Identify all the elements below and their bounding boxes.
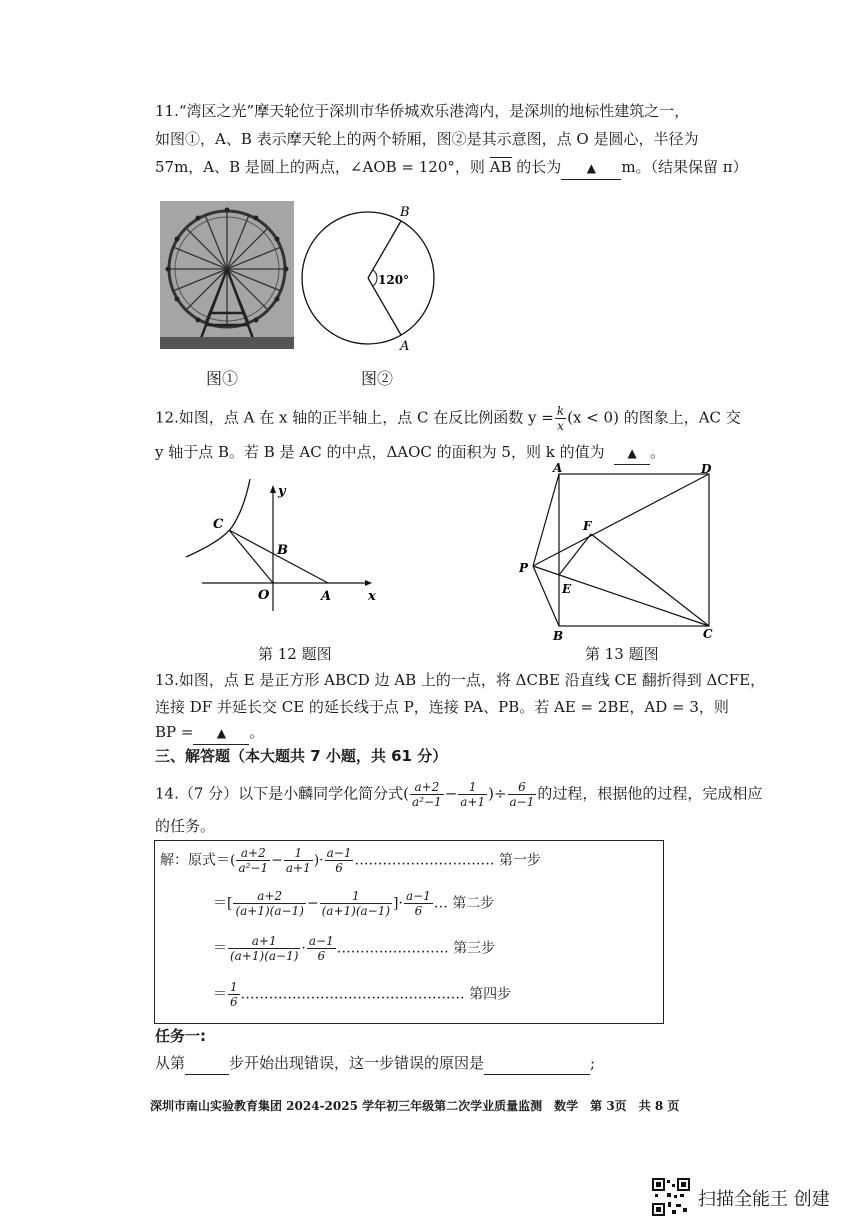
- q12-line1: 12.如图，点 A 在 x 轴的正半轴上，点 C 在反比例函数 y = $\frac{k}{x}$ (x < 0) 的图象上，AC 交: [155, 404, 741, 433]
- q14-intro: 14.（7 分）以下是小麟同学化简分式( $\frac{a+2}{\text{a²−1}}$ − $\frac{1}{a+1}$ )÷ $\frac{6}{a-1}$ 的过程，根据他的过程，完成相应: [155, 780, 763, 809]
- answer-blank-11[interactable]: ▲: [561, 156, 621, 180]
- fig2-caption: 图②: [361, 369, 394, 388]
- q14-intro-end: 的任务。: [155, 817, 216, 835]
- svg-text:D: D: [701, 462, 712, 476]
- scanner-watermark: 扫描全能王 创建: [698, 1189, 830, 1210]
- svg-text:B: B: [553, 629, 564, 642]
- arc-ab: AB: [489, 158, 512, 176]
- task-1-step-blank[interactable]: [185, 1052, 229, 1075]
- qr-code-icon: [652, 1178, 690, 1216]
- figure-12: [182, 475, 382, 615]
- solution-step-4: ＝ $\frac{1}{6}$ ………………………………………… 第四步: [213, 980, 512, 1009]
- fig13-caption: 第 13 题图: [585, 645, 659, 663]
- svg-text:x: x: [368, 589, 376, 604]
- svg-text:C: C: [213, 517, 224, 532]
- solution-step-3: ＝ $\frac{a+1}{(a+1)(a-1)}$ · $\frac{a-1}{6}$ …………………… 第三步: [213, 934, 496, 963]
- page-footer: 深圳市南山实验教育集团 2024-2025 学年初三年级第二次学业质量监测 数学 第 3页 共 8 页: [150, 1099, 680, 1113]
- label-A: A: [400, 339, 410, 354]
- svg-text:E: E: [562, 582, 572, 596]
- solution-step-1: 解：原式＝( $\frac{a+2}{\text{a²−1}}$ − $\frac{1}{a+1}$ )· $\frac{a-1}{6}$ ………………………… 第一步: [160, 846, 541, 875]
- answer-blank-13[interactable]: ▲: [193, 721, 249, 745]
- svg-text:O: O: [258, 588, 270, 603]
- q13-line2: 连接 DF 并延长交 CE 的延长线于点 P，连接 PA、PB。若 AE = 2BE，AD = 3，则: [155, 698, 729, 716]
- task-1-reason-blank[interactable]: [484, 1052, 590, 1075]
- solution-step-2: ＝[ $\frac{a+2}{(a+1)(a-1)}$ − $\frac{1}{(a+1)(a-1)}$ ]· $\frac{a-1}{6}$ … 第二步: [213, 889, 495, 918]
- svg-text:A: A: [321, 589, 332, 604]
- q11-line3: 57m，A、B 是圆上的两点，∠AOB = 120°，则 AB 的长为 ▲ m。（结果保留 π）: [155, 156, 748, 180]
- section-3-heading: 三、解答题（本大题共 7 小题，共 61 分）: [155, 747, 448, 765]
- figure-13: [515, 462, 720, 642]
- fig12-caption: 第 12 题图: [258, 645, 332, 663]
- task-1-title: 任务一:: [155, 1027, 206, 1045]
- svg-text:C: C: [703, 627, 713, 641]
- svg-text:P: P: [519, 561, 529, 575]
- svg-text:B: B: [277, 543, 288, 558]
- label-B: B: [400, 205, 410, 220]
- q11-line1: 11.“湾区之光”摩天轮位于深圳市华侨城欢乐港湾内，是深圳的地标性建筑之一，: [155, 102, 690, 120]
- q13-line1: 13.如图，点 E 是正方形 ABCD 边 AB 上的一点，将 ΔCBE 沿直线 CE 翻折得到 ΔCFE，: [155, 671, 766, 689]
- svg-text:F: F: [583, 519, 592, 533]
- svg-text:A: A: [553, 462, 563, 475]
- q12-line2: y 轴于点 B。若 B 是 AC 的中点，ΔAOC 的面积为 5，则 k 的值为 ▲ 。: [155, 441, 665, 465]
- task-1-question: 从第 步开始出现错误，这一步错误的原因是 ;: [155, 1052, 595, 1075]
- svg-text:y: y: [278, 484, 286, 499]
- angle-label: 120°: [378, 273, 410, 287]
- q13-line3: BP = ▲ 。: [155, 721, 264, 745]
- q11-line2: 如图①，A、B 表示摩天轮上的两个轿厢，图②是其示意图，点 O 是圆心，半径为: [155, 130, 699, 148]
- answer-blank-12[interactable]: ▲: [614, 441, 650, 465]
- ferris-wheel-photo: [160, 201, 294, 349]
- fig1-caption: 图①: [206, 369, 239, 388]
- circle-diagram: [298, 200, 443, 360]
